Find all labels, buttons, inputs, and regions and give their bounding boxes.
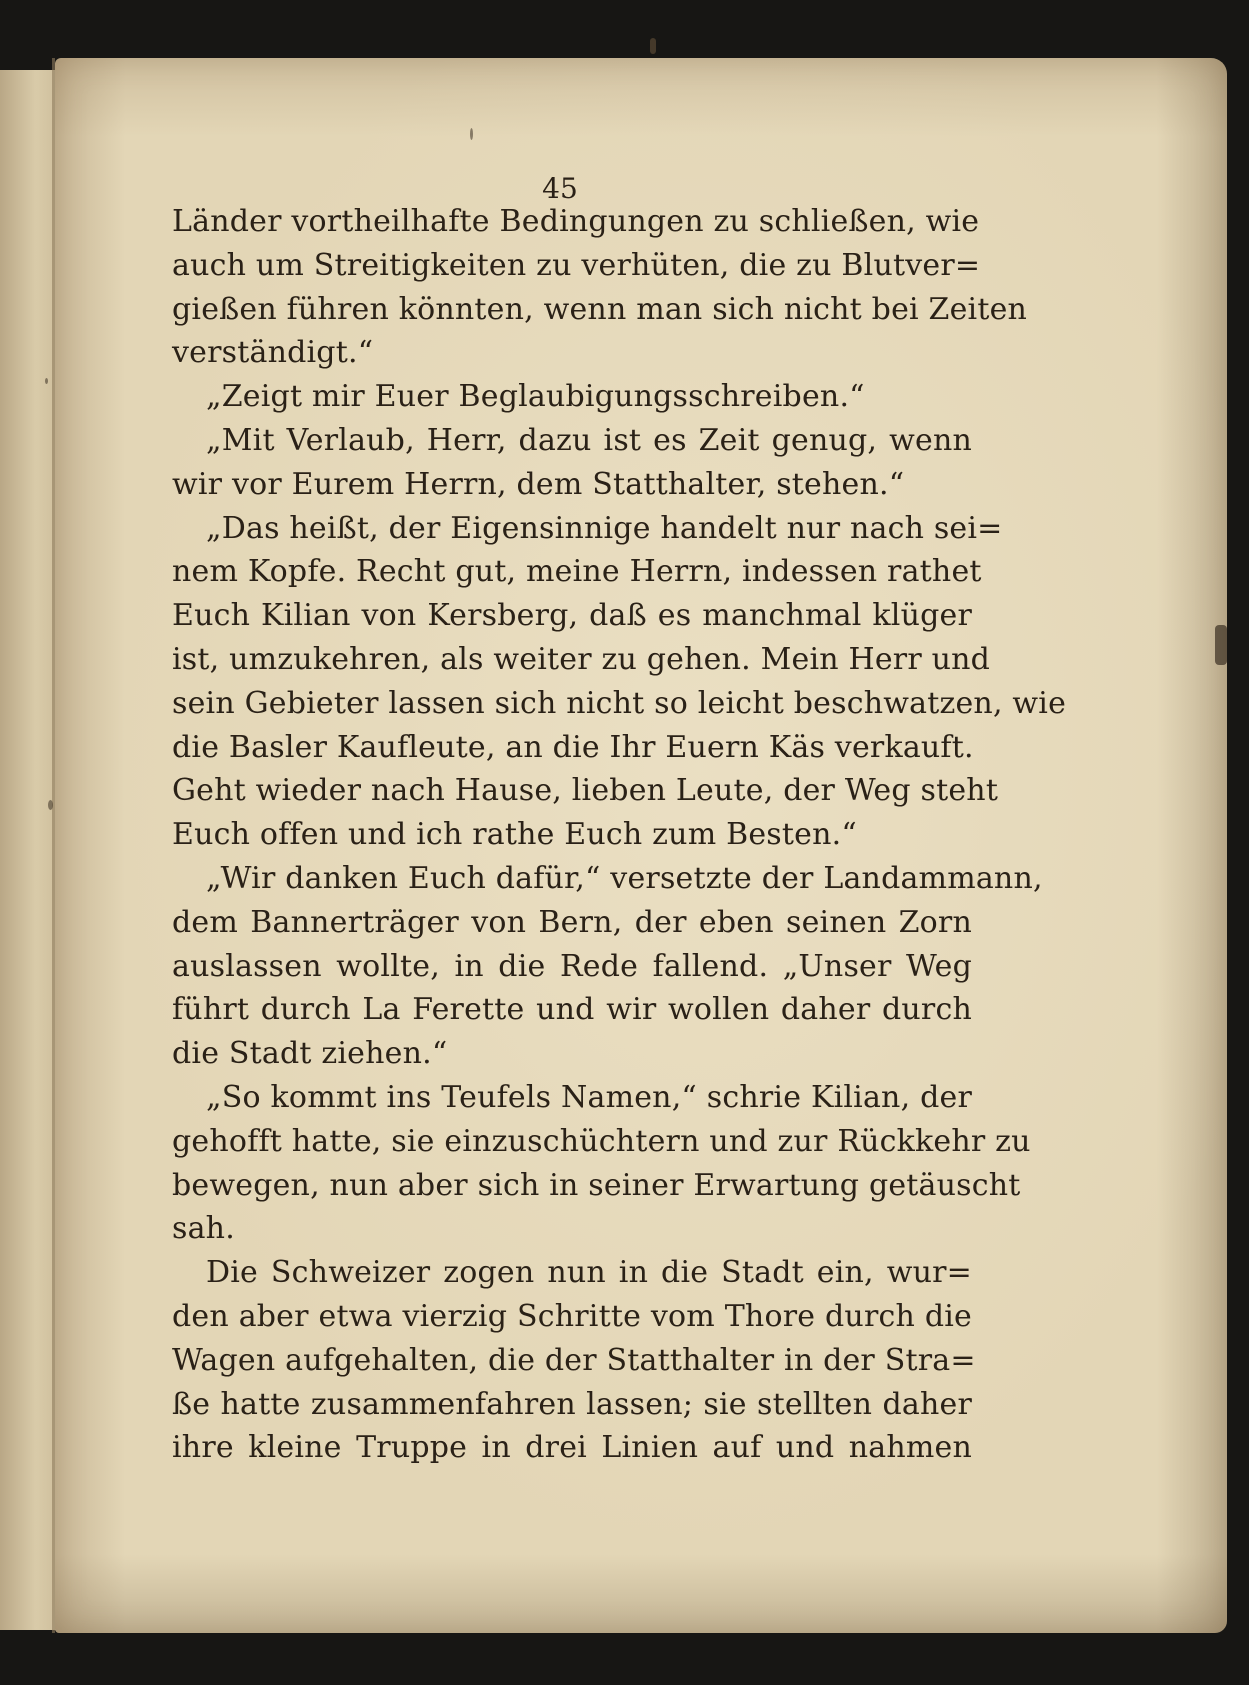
paper-speck (48, 800, 53, 810)
text-line: wir vor Eurem Herrn, dem Statthalter, stehen.“ (172, 466, 905, 502)
text-line: die Stadt ziehen.“ (172, 1036, 448, 1072)
text-line: dem Bannerträger von Bern, der eben seinen Zorn (172, 904, 972, 940)
body-text (172, 200, 1067, 1470)
text-line: „So kommt ins Teufels Namen,“ schrie Kilian, der (206, 1079, 972, 1115)
text-line: ist, umzukehren, als weiter zu gehen. Mein Herr und (172, 641, 991, 677)
paper-speck (1215, 625, 1227, 665)
text-line: „Mit Verlaub, Herr, dazu ist es Zeit genug, wenn (206, 422, 972, 458)
text-line: verständigt.“ (172, 335, 374, 371)
text-line: Euch offen und ich rathe Euch zum Besten.“ (172, 817, 857, 853)
text-line: Länder vortheilhafte Bedingungen zu schließen, wie (172, 204, 980, 239)
paper-speck (650, 38, 656, 54)
text-line: sein Gebieter lassen sich nicht so leicht beschwatzen, wie (172, 685, 1067, 721)
left-page-edge (0, 70, 60, 1630)
text-line: auch um Streitigkeiten zu verhüten, die zu Blutver= (172, 247, 981, 283)
text-line: gehofft hatte, sie einzuschüchtern und zur Rückkehr zu (172, 1123, 1031, 1159)
text-line: gießen führen könnten, wenn man sich nicht bei Zeiten (172, 291, 1028, 327)
text-line: nem Kopfe. Recht gut, meine Herrn, indessen rathet (172, 554, 982, 590)
text-line: sah. (172, 1211, 235, 1247)
text-line: die Basler Kaufleute, an die Ihr Euern Käs verkauft. (172, 729, 974, 765)
text-line: führt durch La Ferette und wir wollen daher durch (172, 992, 972, 1028)
text-line: ße hatte zusammenfahren lassen; sie stellten daher (172, 1386, 972, 1422)
text-line: „Zeigt mir Euer Beglaubigungsschreiben.“ (206, 379, 865, 415)
text-line: Euch Kilian von Kersberg, daß es manchmal klüger (172, 598, 972, 634)
page-number: 45 (542, 172, 578, 205)
text-line: bewegen, nun aber sich in seiner Erwartung getäuscht (172, 1167, 1021, 1203)
text-line: ihre kleine Truppe in drei Linien auf und nahmen (172, 1430, 972, 1466)
text-line: den aber etwa vierzig Schritte vom Thore durch die (172, 1298, 972, 1334)
text-line: Geht wieder nach Hause, lieben Leute, der Weg steht (172, 773, 999, 809)
text-line: auslassen wollte, in die Rede fallend. „Unser Weg (172, 948, 972, 984)
text-line: Wagen aufgehalten, die der Statthalter in der Stra= (172, 1342, 976, 1378)
paper-speck (45, 378, 48, 384)
text-line: „Wir danken Euch dafür,“ versetzte der Landammann, (206, 860, 1043, 896)
text-line: „Das heißt, der Eigensinnige handelt nur nach sei= (206, 510, 1003, 546)
paper-speck (470, 128, 473, 140)
text-line: Die Schweizer zogen nun in die Stadt ein, wur= (206, 1255, 972, 1291)
